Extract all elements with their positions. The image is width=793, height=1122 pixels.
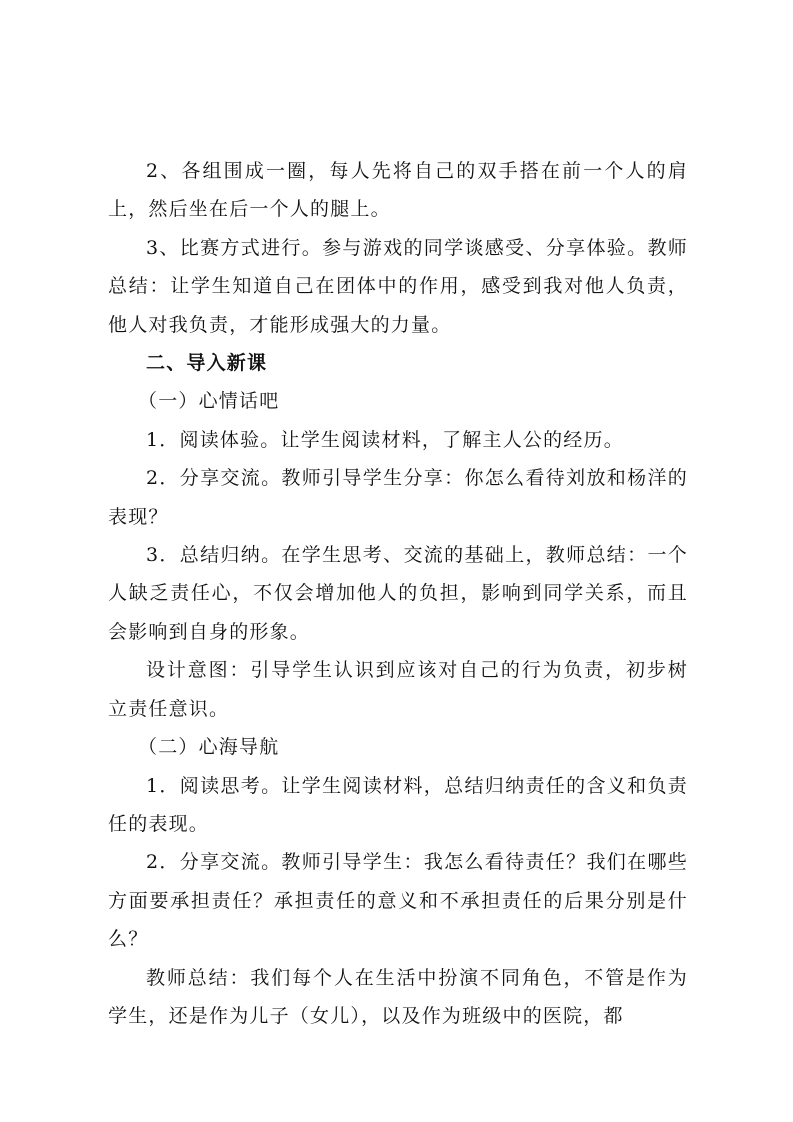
paragraph-share-exchange: 2．分享交流。教师引导学生分享：你怎么看待刘放和杨洋的表现？ <box>108 467 688 528</box>
paragraph-teacher-summary: 教师总结：我们每个人在生活中扮演不同角色，不管是作为学生，还是作为儿子（女儿），以及作为班级中的医院，都 <box>108 966 688 1027</box>
subsection-heading-mood-bar: （一）心情话吧 <box>138 390 280 413</box>
paragraph-reading-experience: 1．阅读体验。让学生阅读材料，了解主人公的经历。 <box>146 428 624 451</box>
paragraph-share-responsibility: 2．分享交流。教师引导学生：我怎么看待责任？我们在哪些方面要承担责任？承担责任的意义和不承担责任的后果分别是什么？ <box>108 851 688 951</box>
section-heading-intro: 二、导入新课 <box>146 352 268 375</box>
paragraph-step-3: 3、比赛方式进行。参与游戏的同学谈感受、分享体验。教师总结：让学生知道自己在团体中的作用，感受到我对他人负责，他人对我负责，才能形成强大的力量。 <box>108 236 688 336</box>
subsection-heading-navigation: （二）心海导航 <box>138 736 280 759</box>
paragraph-summary: 3．总结归纳。在学生思考、交流的基础上，教师总结：一个人缺乏责任心，不仅会增加他人的负担，影响到同学关系，而且会影响到自身的形象。 <box>108 544 688 643</box>
paragraph-reading-thinking: 1．阅读思考。让学生阅读材料，总结归纳责任的含义和负责任的表现。 <box>108 774 688 835</box>
document-body <box>108 152 688 1035</box>
paragraph-step-2: 2、各组围成一圈，每人先将自己的双手搭在前一个人的肩上，然后坐在后一个人的腿上。 <box>108 160 688 221</box>
paragraph-design-intent: 设计意图：引导学生认识到应该对自己的行为负责，初步树立责任意识。 <box>108 659 688 720</box>
